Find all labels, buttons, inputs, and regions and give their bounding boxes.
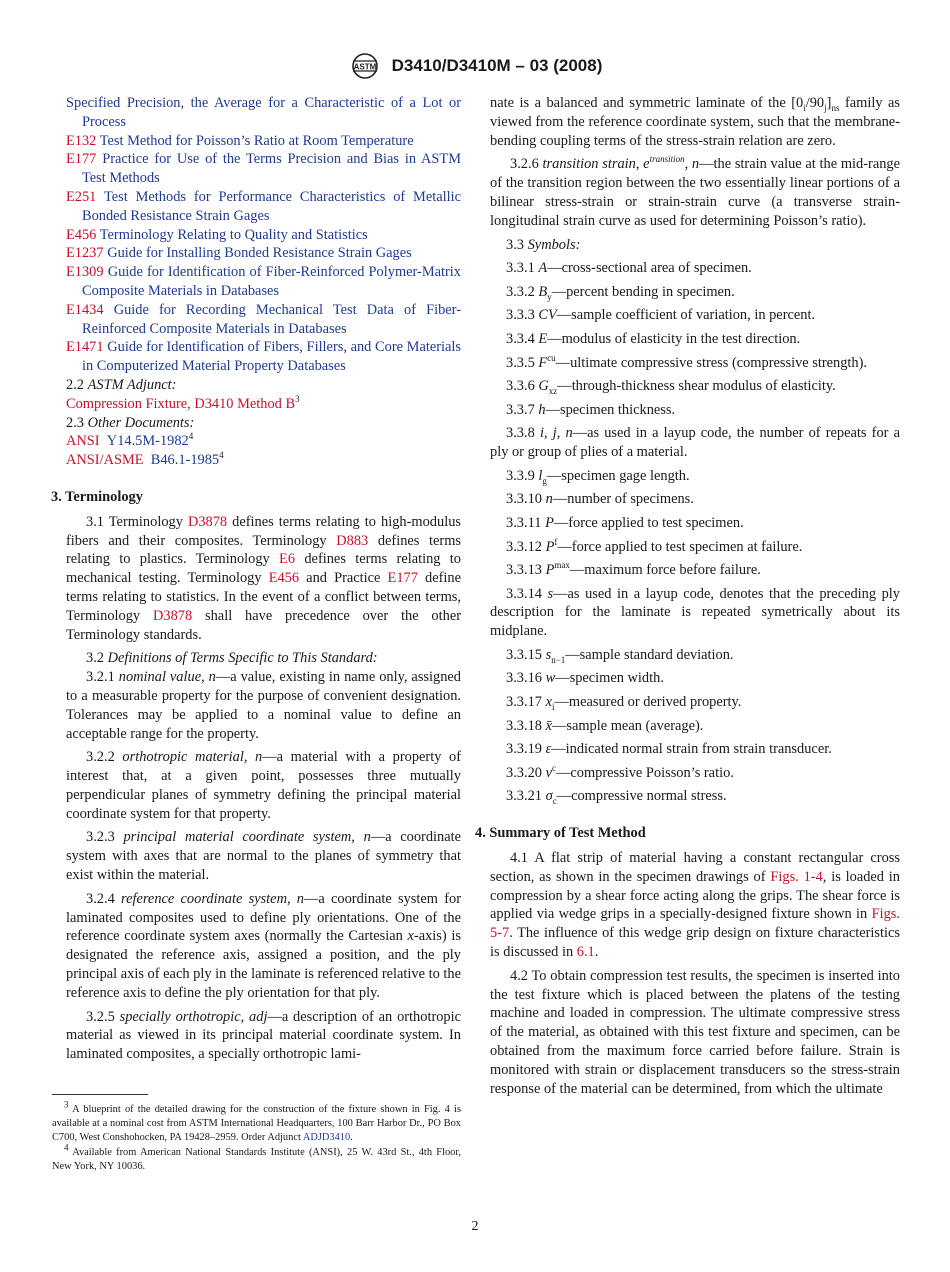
- footnote-3: $^3$ A blueprint of the detailed drawing for the construction of the fixture shown in Fig. 4 is available at a nominal cost from ASTM International Headquarters, 100 Barr Harbor Dr., PO Box C700, West Conshohocken, PA 19428–2959. Order Adjunct ADJD3410.: [52, 1099, 461, 1144]
- reference-item[interactable]: [66, 244, 461, 263]
- reference-title[interactable]: Guide for Recording Mechanical Test Data of Fiber-Reinforced Composite Materials in Databases: [82, 301, 461, 337]
- symbol-item: [490, 740, 900, 759]
- symbol-number: 3.3.1: [506, 260, 535, 277]
- symbol-description: —indicated normal strain from strain transducer.: [551, 741, 832, 758]
- symbol-subscript: g: [542, 475, 547, 486]
- symbol-description: —through-thickness shear modulus of elasticity.: [557, 378, 836, 395]
- other-doc-2[interactable]: ANSI/ASME B46.1-1985$^4$: [66, 450, 224, 469]
- astm-logo-icon: [348, 52, 382, 80]
- reference-title[interactable]: Guide for Identification of Fibers, Fillers, and Core Materials in Computerized Material Property Databases: [82, 339, 462, 375]
- symbol-name: i, j, n: [539, 425, 573, 442]
- section-2-2: 2.2 ASTM Adjunct:: [66, 376, 177, 393]
- reference-code[interactable]: E1237: [66, 245, 104, 262]
- reference-code[interactable]: E251: [66, 188, 97, 205]
- link-d883[interactable]: D883: [336, 532, 369, 549]
- symbol-item: [490, 561, 900, 580]
- symbol-item: [490, 467, 900, 486]
- reference-title[interactable]: Guide for Installing Bonded Resistance Strain Gages: [107, 245, 412, 262]
- paragraph-3-2: 3.2 Definitions of Terms Specific to This Standard:: [86, 650, 378, 667]
- link-e177[interactable]: E177: [387, 570, 418, 587]
- symbol-description: —specimen width.: [555, 670, 664, 687]
- symbol-name: P: [545, 562, 555, 579]
- reference-title[interactable]: Guide for Identification of Fiber-Reinforced Polymer-Matrix Composite Materials in Databases: [82, 264, 461, 299]
- symbol-item: [490, 306, 900, 325]
- symbol-number: 3.3.7: [506, 401, 535, 418]
- reference-list: [66, 94, 461, 376]
- symbol-number: 3.3.5: [506, 354, 535, 371]
- reference-item[interactable]: [66, 94, 461, 132]
- definition-number: 3.2.1: [86, 669, 115, 686]
- link-e6[interactable]: E6: [279, 551, 296, 568]
- symbol-description: —cross-sectional area of specimen.: [547, 260, 752, 277]
- symbol-number: 3.3.10: [506, 491, 542, 508]
- other-doc-1[interactable]: ANSI Y14.5M-1982$^4$: [66, 431, 194, 450]
- symbol-subscript: n−1: [551, 654, 566, 665]
- symbol-description: —specimen thickness.: [545, 401, 676, 418]
- symbol-description: —compressive normal stress.: [556, 788, 727, 805]
- reference-code[interactable]: E456: [66, 226, 97, 243]
- symbol-superscript: max: [554, 560, 570, 571]
- symbol-item: [490, 401, 900, 420]
- symbol-superscript: c: [551, 763, 556, 774]
- definition-number: 3.2.3: [86, 829, 115, 846]
- symbol-name: s: [547, 585, 554, 602]
- symbol-item: [490, 259, 900, 278]
- symbol-item: [490, 646, 900, 665]
- symbol-description: —force applied to test specimen.: [553, 514, 744, 531]
- symbol-name: s: [545, 646, 552, 663]
- link-figs-1-4[interactable]: Figs. 1-4: [770, 868, 823, 885]
- symbol-name: CV: [538, 307, 557, 324]
- symbol-description: —force applied to test specimen at failure.: [557, 538, 803, 555]
- symbol-name: x̄: [545, 717, 552, 734]
- symbol-name: B: [538, 283, 548, 300]
- symbol-name: σ: [545, 788, 553, 805]
- symbol-name: l: [538, 467, 543, 484]
- symbol-description: —sample standard deviation.: [565, 646, 734, 663]
- link-section-6-1[interactable]: 6.1: [576, 944, 595, 961]
- right-column: [475, 94, 901, 1103]
- definition-term: nominal value, n: [118, 669, 216, 686]
- definition-text: —a material with a property of interest that, at a given point, possesses three mutually perpendicular planes of symmetry defining the principal material coordinate system for that property.: [66, 749, 461, 822]
- symbol-item: [490, 764, 900, 783]
- link-adjd3410[interactable]: ADJD3410: [302, 1132, 351, 1144]
- definition-term: principal material coordinate system, n: [123, 829, 371, 846]
- symbol-description: —maximum force before failure.: [569, 562, 761, 579]
- reference-item[interactable]: [66, 263, 461, 301]
- reference-code[interactable]: E1434: [66, 301, 104, 318]
- reference-item[interactable]: [66, 338, 461, 376]
- symbol-item: [490, 693, 900, 712]
- symbol-item: [490, 514, 900, 533]
- reference-item[interactable]: [66, 150, 461, 188]
- document-title: D3410/D3410M – 03 (2008): [391, 56, 603, 75]
- paragraph-4-1: 4.1 A flat strip of material having a constant rectangular cross section, as shown in the specimen drawings of Figs. 1-4, is loaded in compression by a shear force acting along the grips. The shear force is applied via wedge grips in a specially-designed fixture shown in Figs. 5-7. The influence of this wedge grip design on fixture characteristics is discussed in 6.1.: [490, 850, 900, 961]
- symbol-description: —measured or derived property.: [554, 694, 742, 711]
- symbol-description: —modulus of elasticity in the test direction.: [547, 330, 801, 347]
- reference-code[interactable]: E1471: [66, 339, 104, 356]
- reference-title[interactable]: Test Methods for Performance Characteristics of Metallic Bonded Resistance Strain Gages: [82, 188, 462, 224]
- reference-title[interactable]: Specified Precision, the Average for a Characteristic of a Lot or Process: [66, 95, 461, 130]
- section-3-heading: 3. Terminology: [51, 488, 143, 505]
- symbol-description: —compressive Poisson’s ratio.: [555, 764, 734, 781]
- definition-item: [66, 748, 461, 823]
- symbol-item: [490, 717, 900, 736]
- svg-text:ASTM: ASTM: [353, 62, 376, 72]
- definition-text: —a value, existing in name only, assigned to a measurable property for the purpose of convenient designation. Tolerances may be applied to a nominal value to define an acceptable range for the property.: [66, 669, 461, 742]
- symbol-list: [490, 259, 900, 806]
- symbol-number: 3.3.9: [506, 467, 535, 484]
- symbol-item: [490, 377, 900, 396]
- symbol-number: 3.3.13: [506, 562, 542, 579]
- definition-text: —a coordinate system with axes that are normal to the planes of symmetry that exist within the material.: [66, 829, 461, 884]
- symbol-item: [490, 330, 900, 349]
- definition-3-2-4: 3.2.4 reference coordinate system, n—a coordinate system for laminated composites used to define ply orientations. One of the reference coordinate system axes (normally the Cartesian x-axis) is designated the reference axis, assigned a position, and the ply principal axis of each ply in the laminate is referenced relative to the reference axis to define the ply orientation for that ply.: [66, 890, 461, 1001]
- symbol-name: G: [538, 378, 549, 395]
- symbol-name: A: [538, 260, 548, 277]
- symbol-description: —as used in a layup code, the number of repeats for a ply or group of plies of a material.: [490, 425, 900, 461]
- symbol-name: h: [538, 401, 546, 418]
- footnote-4: $^4$ Available from American National Standards Institute (ANSI), 25 W. 43rd St., 4th Floor, New York, NY 10036.: [52, 1142, 461, 1172]
- paragraph-4-2: 4.2 To obtain compression test results, the specimen is inserted into the test fixture which is placed between the platens of the testing machine and loaded in compression. The ultimate compressive stress of the material, as obtained with this test fixture and specimen, can be obtained from the maximum force carried before failure. Strain is monitored with strain or displacement transducers so the stress-strain response of the material can be determined, from which the ultimate: [490, 967, 900, 1097]
- symbol-number: 3.3.6: [506, 378, 535, 395]
- symbol-number: 3.3.21: [506, 788, 542, 805]
- symbol-number: 3.3.16: [506, 670, 542, 687]
- symbol-number: 3.3.12: [506, 538, 542, 555]
- symbol-name: x: [545, 694, 552, 711]
- symbol-item: [490, 538, 900, 557]
- symbol-subscript: c: [552, 796, 557, 807]
- symbol-name: ν: [545, 764, 552, 781]
- paragraph-3-1: 3.1 Terminology D3878 defines terms relating to high-modulus fibers and their composites. Terminology D883 defines terms relating to plastics. Terminology E6 defines terms relating to mechanical testing. Terminology E456 and Practice E177 define terms relating to statistics. In the event of a conflict between terms, Terminology D3878 shall have precedence over the other Terminology standards.: [66, 513, 461, 643]
- symbol-name: ε: [545, 741, 552, 758]
- reference-item[interactable]: [66, 188, 461, 226]
- symbol-description: —number of specimens.: [552, 491, 694, 508]
- symbol-item: [490, 787, 900, 806]
- reference-code[interactable]: E177: [66, 151, 97, 168]
- definition-3-2-5-continued: nate is a balanced and symmetric laminate of the $[0_i/90_j]_{ns}$ family as viewed from the reference coordinate system, such that the membrane-bending coupling terms of the stress-strain relation are zero.: [490, 95, 901, 149]
- symbol-number: 3.3.2: [506, 283, 535, 300]
- link-e456[interactable]: E456: [268, 570, 300, 587]
- link-figs-5-7[interactable]: Figs. 5-7: [490, 906, 900, 942]
- symbol-number: 3.3.14: [506, 585, 542, 602]
- symbol-number: 3.3.8: [506, 425, 535, 442]
- symbol-number: 3.3.3: [506, 307, 535, 324]
- symbol-number: 3.3.4: [506, 330, 535, 347]
- symbol-item: [490, 424, 900, 462]
- definition-3-2-5: 3.2.5 specially orthotropic, adj—a description of an orthotropic material as viewed in its principal material coordinate system. In laminated composites, a specially orthotropic lami-: [66, 1008, 462, 1063]
- footnotes: [52, 1099, 461, 1174]
- symbol-description: —sample coefficient of variation, in percent.: [556, 307, 816, 324]
- symbol-name: E: [538, 330, 548, 347]
- symbol-description: —sample mean (average).: [551, 717, 704, 734]
- reference-item[interactable]: [66, 301, 461, 339]
- symbol-subscript: xz: [548, 386, 558, 397]
- symbol-subscript: i: [551, 701, 555, 712]
- symbol-name: F: [538, 354, 548, 371]
- adjunct-item[interactable]: Compression Fixture, D3410 Method $B^3$: [66, 393, 300, 412]
- definition-3-2-6: 3.2.6 transition strain, $e^{transition}$, n—the strain value at the mid-range of the transition region between the two essentially linear portions of a bilinear stress-strain or strain-strain curve (a transverse strain-longitudinal strain curve as used for determining Poisson’s ratio).: [490, 154, 901, 229]
- page-number: 2: [471, 1219, 479, 1234]
- definition-item: [66, 828, 461, 884]
- definition-term: orthotropic material, n: [122, 749, 263, 766]
- symbol-item: [490, 669, 900, 688]
- definition-item: [66, 668, 461, 743]
- symbol-superscript: cu: [547, 352, 556, 363]
- symbol-name: n: [545, 491, 553, 508]
- section-3-3: 3.3 Symbols:: [506, 236, 581, 253]
- symbol-description: —ultimate compressive stress (compressive strength).: [555, 354, 868, 371]
- symbol-description: —percent bending in specimen.: [551, 283, 735, 300]
- symbol-superscript: f: [554, 536, 558, 547]
- symbol-subscript: y: [547, 291, 552, 302]
- symbol-number: 3.3.15: [506, 646, 542, 663]
- symbol-number: 3.3.11: [506, 514, 542, 531]
- symbol-name: P: [545, 514, 554, 531]
- symbol-number: 3.3.17: [506, 694, 542, 711]
- symbol-item: [490, 354, 900, 373]
- symbol-item: [490, 490, 900, 509]
- reference-code[interactable]: E132: [66, 132, 97, 149]
- reference-code[interactable]: E1309: [66, 264, 104, 281]
- section-4-heading: 4. Summary of Test Method: [475, 825, 646, 842]
- definition-list: [66, 668, 461, 885]
- symbol-number: 3.3.18: [506, 717, 542, 734]
- reference-item[interactable]: [66, 132, 461, 151]
- left-column: [51, 94, 462, 1069]
- symbol-name: P: [545, 538, 555, 555]
- reference-title[interactable]: Test Method for Poisson’s Ratio at Room Temperature: [99, 132, 414, 149]
- symbol-description: —as used in a layup code, denotes that the preceding ply description for the laminate is repeated symetrically about its midplane.: [490, 585, 900, 640]
- symbol-number: 3.3.19: [506, 741, 542, 758]
- symbol-number: 3.3.20: [506, 764, 542, 781]
- reference-item[interactable]: [66, 226, 461, 245]
- symbol-item: [490, 585, 900, 641]
- footnote-divider: [52, 1094, 148, 1095]
- symbol-name: w: [545, 670, 556, 687]
- reference-title[interactable]: Terminology Relating to Quality and Statistics: [99, 226, 368, 243]
- link-d3878-2[interactable]: D3878: [152, 607, 193, 624]
- section-2-3: 2.3 Other Documents:: [66, 414, 195, 431]
- symbol-description: —specimen gage length.: [546, 467, 690, 484]
- link-d3878[interactable]: D3878: [187, 513, 228, 530]
- reference-title[interactable]: Practice for Use of the Terms Precision and Bias in ASTM Test Methods: [82, 151, 461, 187]
- definition-number: 3.2.2: [86, 749, 115, 766]
- page-header: [0, 52, 950, 84]
- symbol-item: [490, 283, 900, 302]
